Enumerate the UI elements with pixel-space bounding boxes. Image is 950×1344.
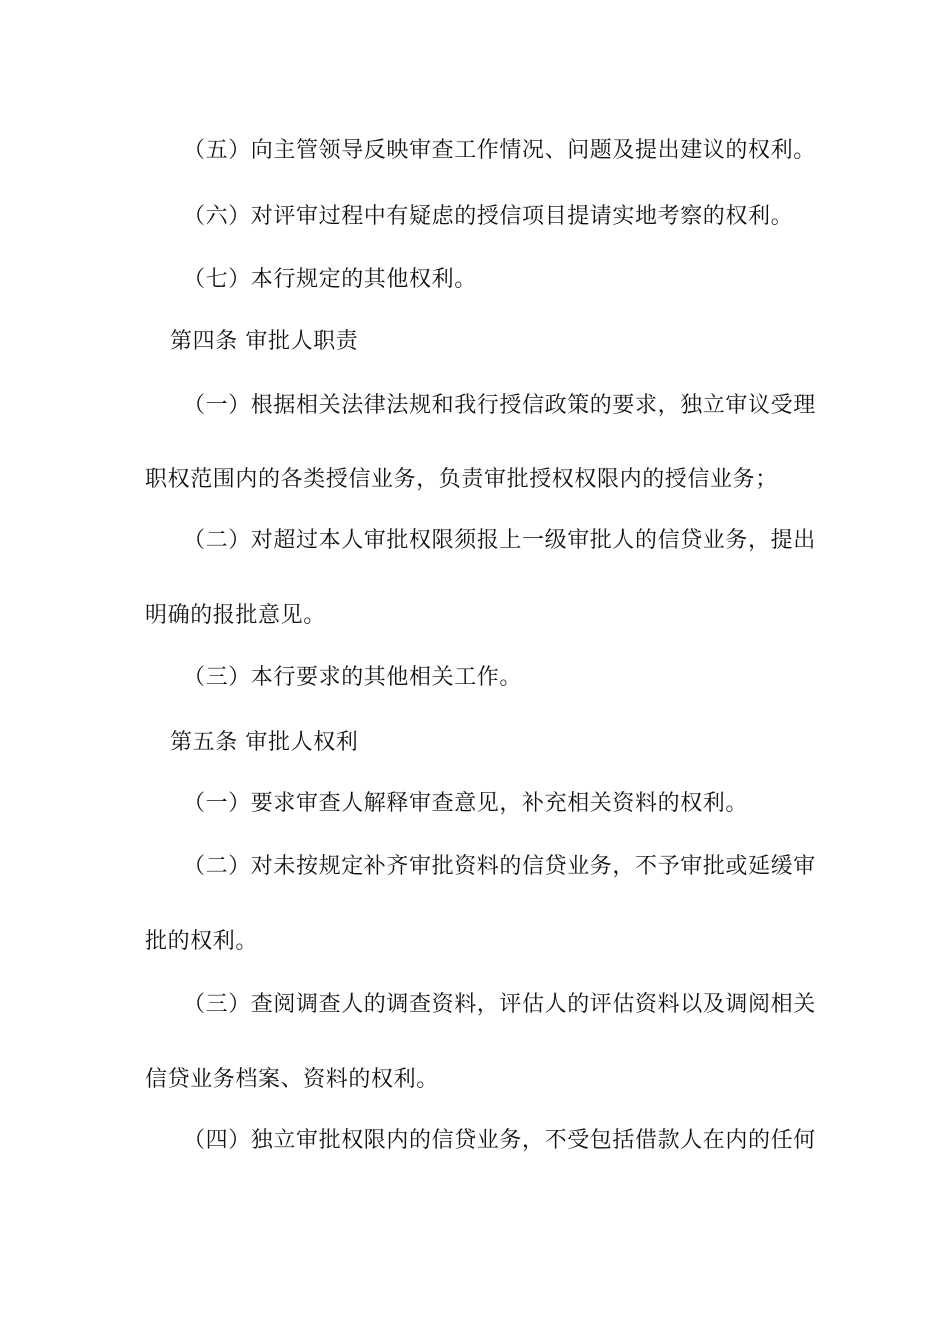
article-4-item-2-line-1: （二）对超过本人审批权限须报上一级审批人的信贷业务，提出: [183, 528, 816, 553]
article-4-item-3: （三）本行要求的其他相关工作。: [183, 665, 523, 690]
article-5-item-1: （一）要求审查人解释审查意见，补充相关资料的权利。: [183, 791, 749, 816]
article-4-item-2-line-2: 明确的报批意见。: [145, 603, 326, 628]
article-4-heading: 第四条 审批人职责: [170, 329, 359, 354]
article-4-item-1-line-1: （一）根据相关法律法规和我行授信政策的要求，独立审议受理: [183, 393, 816, 418]
article-4-item-1-line-2: 职权范围内的各类授信业务，负责审批授权权限内的授信业务；: [145, 467, 778, 492]
article-5-heading: 第五条 审批人权利: [170, 730, 359, 755]
article-5-item-3-line-2: 信贷业务档案、资料的权利。: [145, 1067, 439, 1092]
paragraph-item-5: （五）向主管领导反映审查工作情况、问题及提出建议的权利。: [183, 138, 816, 163]
article-5-item-3-line-1: （三）查阅调查人的调查资料，评估人的评估资料以及调阅相关: [183, 992, 816, 1017]
paragraph-item-7: （七）本行规定的其他权利。: [183, 267, 477, 292]
article-5-item-2-line-2: 批的权利。: [145, 929, 259, 954]
paragraph-item-6: （六）对评审过程中有疑虑的授信项目提请实地考察的权利。: [183, 204, 794, 229]
article-5-item-2-line-1: （二）对未按规定补齐审批资料的信贷业务，不予审批或延缓审: [183, 854, 816, 879]
article-5-item-4-line-1: （四）独立审批权限内的信贷业务，不受包括借款人在内的任何: [183, 1128, 816, 1153]
